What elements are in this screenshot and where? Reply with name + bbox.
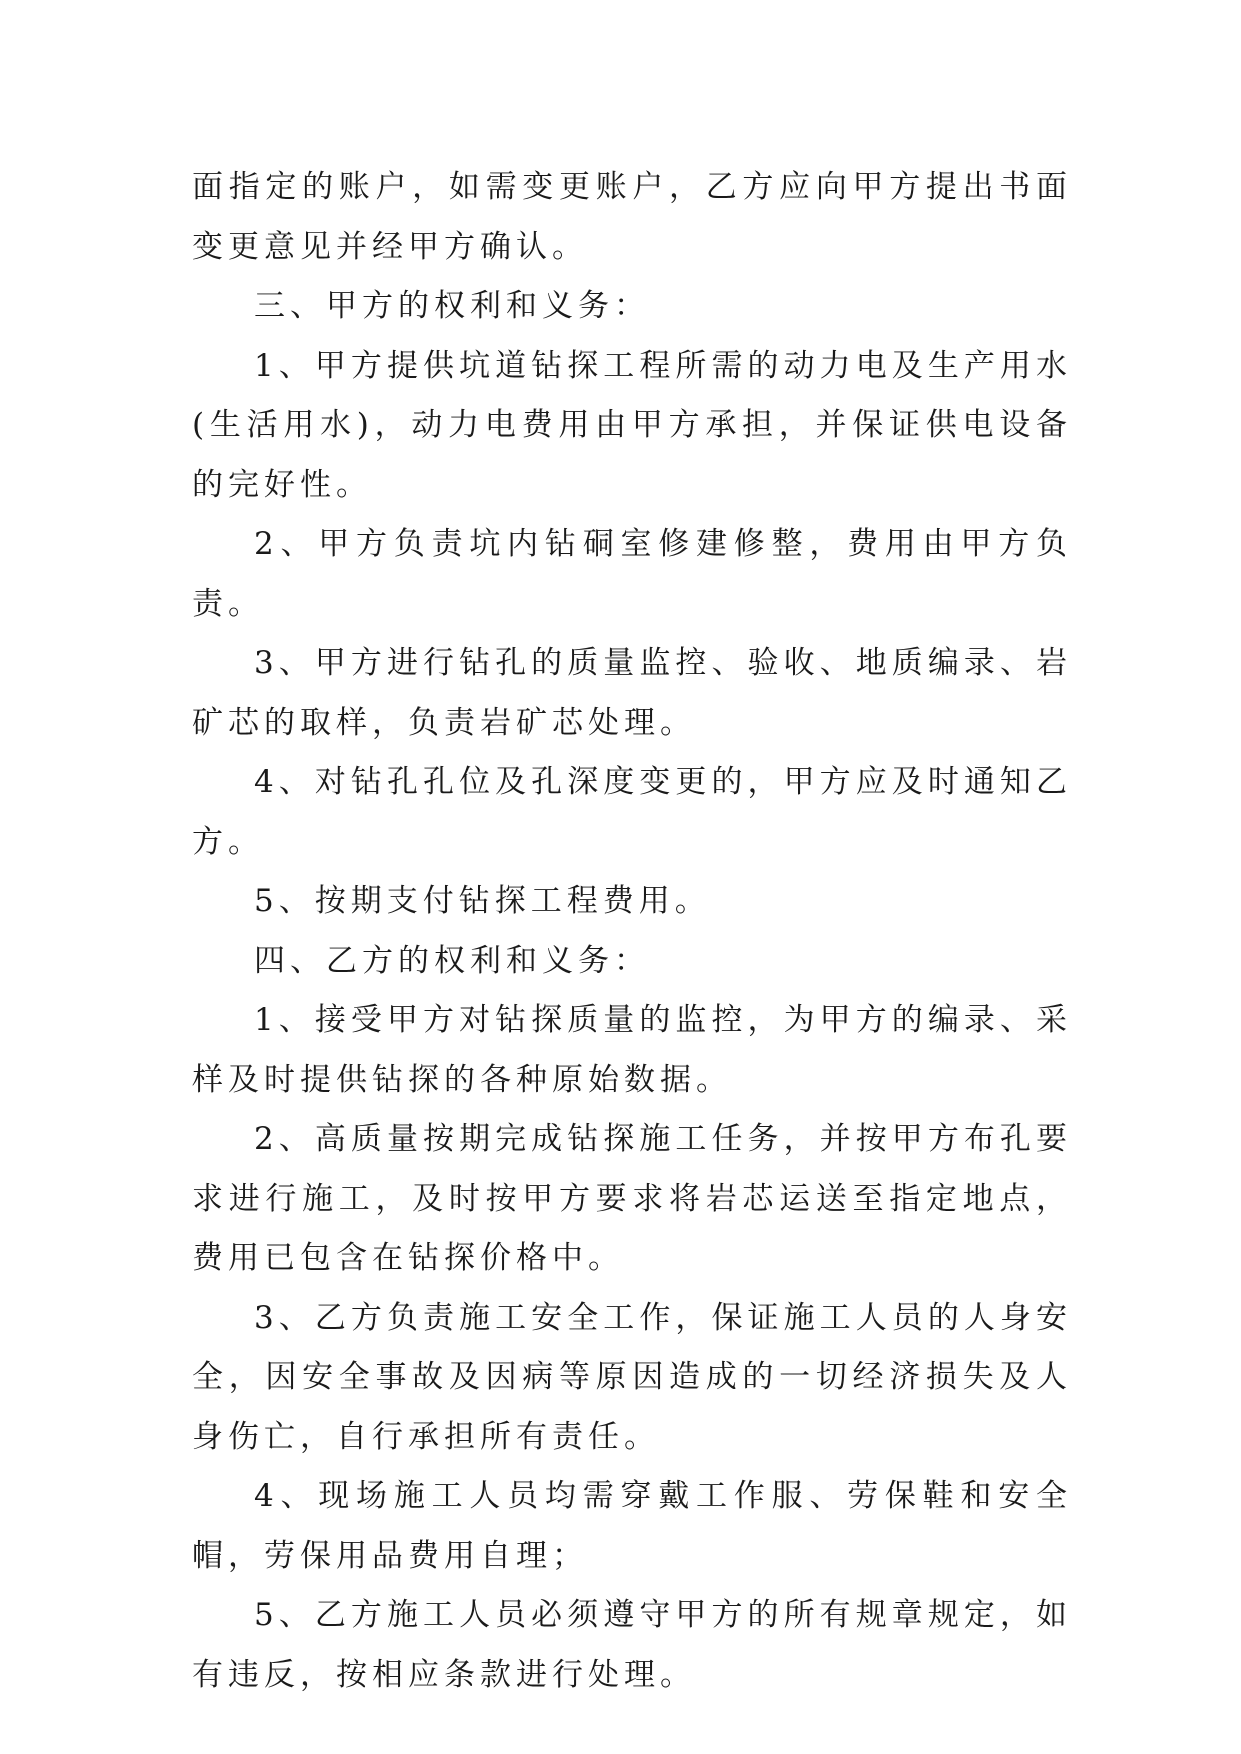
party-b-clause-5: 5、乙方施工人员必须遵守甲方的所有规章规定，如有违反，按相应条款进行处理。: [192, 1597, 1072, 1693]
party-a-clause-3: 3、甲方进行钻孔的质量监控、验收、地质编录、岩矿芯的取样，负责岩矿芯处理。: [192, 645, 1072, 741]
party-a-clause-1: 1、甲方提供坑道钻探工程所需的动力电及生产用水(生活用水)，动力电费用由甲方承担，并保证供电设备的完好性。: [192, 347, 1072, 503]
party-b-clause-1: 1、接受甲方对钻探质量的监控，为甲方的编录、采样及时提供钻探的各种原始数据。: [192, 1002, 1072, 1098]
party-b-clause-4: 4、现场施工人员均需穿戴工作服、劳保鞋和安全帽，劳保用品费用自理；: [192, 1478, 1072, 1574]
section-heading-party-a: 三、甲方的权利和义务：: [254, 288, 650, 324]
party-a-clause-2: 2、甲方负责坑内钻硐室修建修整，费用由甲方负责。: [192, 526, 1072, 622]
section-heading-party-b: 四、乙方的权利和义务：: [254, 942, 650, 979]
party-b-clause-3: 3、乙方负责施工安全工作，保证施工人员的人身安全，因安全事故及因病等原因造成的一切经济损失及人身伤亡，自行承担所有责任。: [192, 1299, 1072, 1455]
document-body: [192, 158, 1072, 1705]
party-a-clause-5: 5、按期支付钻探工程费用。: [254, 883, 711, 919]
party-a-clause-4: 4、对钻孔孔位及孔深度变更的，甲方应及时通知乙方。: [192, 764, 1072, 860]
paragraph-continuation: 面指定的账户，如需变更账户，乙方应向甲方提出书面变更意见并经甲方确认。: [192, 169, 1072, 265]
party-b-clause-2: 2、高质量按期完成钻探施工任务，并按甲方布孔要求进行施工，及时按甲方要求将岩芯运送至指定地点，费用已包含在钻探价格中。: [192, 1121, 1072, 1276]
